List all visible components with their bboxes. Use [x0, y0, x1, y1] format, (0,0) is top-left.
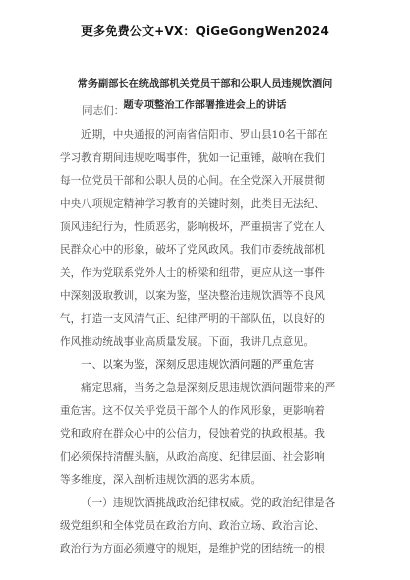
- header-watermark: 更多免费公文+VX：QiGeGongWen2024: [80, 24, 329, 38]
- paragraph-line: 重危害。这不仅关乎党员干部个人的作风形象，更影响着: [60, 405, 325, 417]
- paragraph-line: 等多维度，深入剖析违规饮酒的恶劣本质。: [60, 474, 262, 486]
- title-line: 题专项整治工作部署推进会上的讲话: [123, 100, 287, 111]
- paragraph-line: 关，作为党联系党外人士的桥梁和纽带，更应从这一事件: [60, 267, 325, 279]
- paragraph-line: （一）违规饮酒挑战政治纪律权威。党的政治纪律是各: [81, 497, 336, 509]
- section-heading: 一、以案为鉴，深刻反思违规饮酒问题的严重危害: [81, 359, 315, 371]
- paragraph-line: 作风推动统战事业高质量发展。下面，我讲几点意见。: [60, 336, 315, 348]
- title-line: 常务副部长在统战部机关党员干部和公职人员违规饮酒问: [77, 79, 333, 90]
- paragraph-line: 民群众心中的形象，破坏了党风政风。我们市委统战部机: [60, 244, 325, 256]
- paragraph-line: 近期，中央通报的河南省信阳市、罗山县10名干部在: [81, 129, 328, 141]
- subsection-one: [60, 492, 366, 561]
- paragraph-line: 中央八项规定精神学习教育的关键时刻，此类目无法纪、: [60, 198, 325, 210]
- paragraph-line: 学习教育期间违规吃喝事件，犹如一记重锤，敲响在我们: [60, 152, 325, 164]
- paragraph-line: 中深刻汲取教训，以案为鉴，坚决整治违规饮酒等不良风: [60, 290, 325, 302]
- intro-paragraph: [60, 124, 366, 354]
- paragraph-line: 党和政府在群众心中的公信力，侵蚀着党的执政根基。我: [60, 428, 325, 440]
- paragraph-line: 气，打造一支风清气正、纪律严明的干部队伍，以良好的: [60, 313, 325, 325]
- salutation: 同志们：: [82, 105, 125, 117]
- paragraph-line: 痛定思痛，当务之急是深刻反思违规饮酒问题带来的严: [81, 382, 336, 394]
- paragraph-line: 顶风违纪行为，性质恶劣，影响极坏，严重损害了党在人: [60, 221, 325, 233]
- paragraph-line: 级党组织和全体党员在政治方向、政治立场、政治言论、: [60, 520, 325, 532]
- section-one: [60, 354, 366, 492]
- paragraph-line: 们必须保持清醒头脑，从政治高度、纪律层面、社会影响: [60, 451, 325, 463]
- paragraph-line: 每一位党员干部和公职人员的心间。在全党深入开展贯彻: [60, 175, 325, 187]
- paragraph-line: 政治行为方面必须遵守的规矩，是维护党的团结统一的根: [60, 543, 325, 555]
